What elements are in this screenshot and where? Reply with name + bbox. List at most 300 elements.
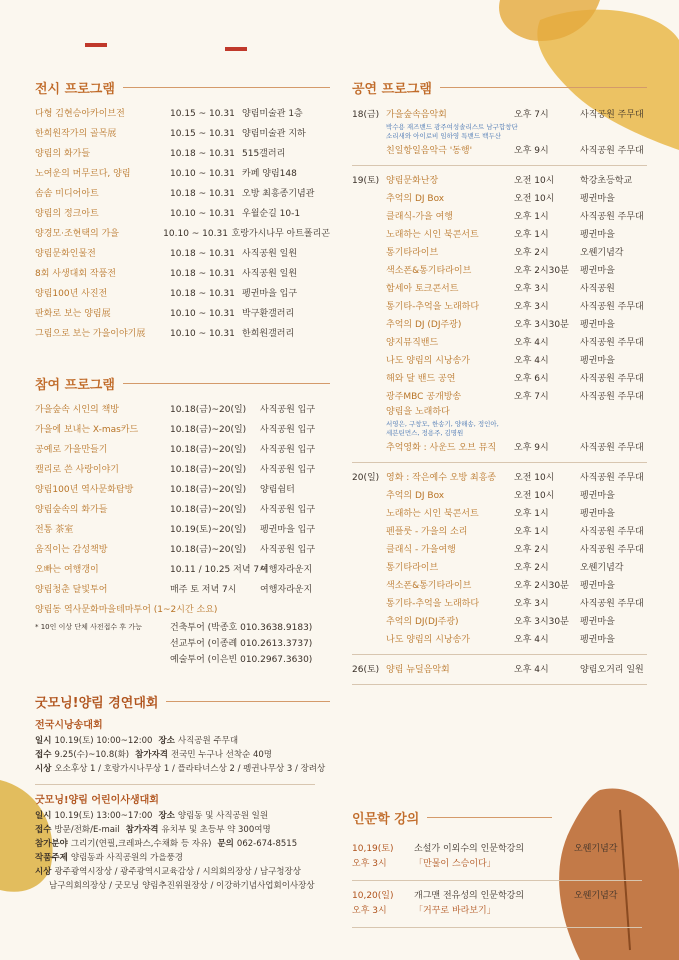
tour-note: * 10인 이상 단체 사전접수 후 가능	[35, 623, 142, 631]
performance-time: 오후 1시	[514, 212, 549, 222]
performance-place: 펭귄마을	[580, 617, 615, 627]
performance-lineup: 서영은, 구창모, 한송기, 양해송, 정인아,	[386, 420, 499, 428]
performance-place: 오웬기념각	[580, 563, 624, 573]
exhibit-row	[35, 284, 330, 304]
humanities-date: 10,20(일)	[352, 891, 394, 901]
participation-row	[35, 460, 330, 480]
contest-value: 전국민 누구나 선착순 40명	[170, 750, 273, 760]
performance-name: 양림문화난장	[386, 176, 439, 186]
tour-contacts	[170, 620, 312, 668]
exhibit-name: 양림문화인물전	[35, 249, 96, 259]
humanities-section	[352, 806, 642, 932]
exhibit-venue: 호랑가시나무 아트폴리곤	[231, 229, 330, 239]
humanities-time: 오후 3시	[352, 859, 387, 869]
performance-row	[352, 441, 647, 456]
performance-place: 펭귄마을	[580, 230, 615, 240]
exhibit-name: 8회 사생대회 작품전	[35, 269, 117, 279]
performance-row	[352, 471, 647, 486]
performance-time: 오후 2시	[514, 248, 549, 258]
performance-day-group	[352, 174, 647, 463]
performance-date	[352, 144, 386, 159]
performance-date	[352, 543, 386, 558]
performance-time: 오후 4시	[514, 338, 549, 348]
humanities-row	[352, 885, 642, 928]
performance-row	[352, 108, 647, 123]
exhibit-row	[35, 104, 330, 124]
humanities-what	[414, 889, 574, 919]
performance-time: 오후 3시	[514, 599, 549, 609]
performance-time: 오후 1시	[514, 230, 549, 240]
exhibit-name: 양림의 정크아트	[35, 209, 99, 219]
performance-place: 사직공원 주무대	[580, 545, 644, 555]
performance-row	[352, 300, 647, 315]
performance-date	[352, 390, 386, 405]
performance-day-group	[352, 471, 647, 655]
performance-time: 오후 3시30분	[514, 617, 569, 627]
performance-date	[352, 282, 386, 297]
humanities-topic: 「만물이 스승이다」	[414, 859, 496, 869]
exhibit-row	[35, 144, 330, 164]
contest-title: 굿모닝!양림 경연대회	[35, 695, 159, 711]
performance-lineup: 소리새와 아이로비 임하영 특밴드 백두산	[386, 132, 502, 140]
contest-value: 양림동과 사직공원의 가을풍경	[70, 853, 184, 863]
exhibit-name: 양경모·조현택의 가을	[35, 229, 119, 239]
exhibit-period: 10.10 ~ 10.31	[170, 169, 235, 179]
participation-row	[35, 520, 330, 540]
performance-name-2: 양림을 노래하다	[386, 407, 450, 417]
contest-label: 시상	[35, 867, 52, 877]
contest-label: 일시	[35, 736, 52, 746]
performance-row	[352, 543, 647, 558]
performance-row	[352, 354, 647, 369]
performance-time: 오후 4시	[514, 635, 549, 645]
performance-row	[352, 192, 647, 207]
participation-heading	[35, 372, 330, 394]
participation-period: 10.18(금)~20(일)	[170, 505, 247, 515]
contest-label: 작품주제	[35, 853, 68, 863]
humanities-place: 오웬기념각	[574, 844, 618, 854]
exhibit-name: 그림으로 보는 가을이야기展	[35, 329, 146, 339]
performance-time: 오전 10시	[514, 491, 555, 501]
performance-name: 나도 양림의 시낭송가	[386, 356, 470, 366]
contest-label: 접수	[35, 750, 52, 760]
performance-date	[352, 318, 386, 333]
participation-venue: 양림쉼터	[260, 485, 295, 495]
performance-row	[352, 561, 647, 576]
performance-date	[352, 579, 386, 594]
performance-name: 광주MBC 공개방송	[386, 392, 462, 402]
contest-label: 일시	[35, 811, 52, 821]
participation-period: 10.18(금)~20(일)	[170, 465, 247, 475]
exhibit-name: 양림100년 사진전	[35, 289, 108, 299]
exhibit-venue: 우월순길 10-1	[242, 209, 301, 219]
exhibit-name: 한희원작가의 골목展	[35, 129, 117, 139]
performance-date	[352, 300, 386, 315]
participation-row	[35, 580, 330, 600]
tour-contact: 선교투어 (이종례 010.2613.3737)	[170, 639, 313, 649]
contest-label: 접수	[35, 825, 52, 835]
participation-row	[35, 500, 330, 520]
participation-venue: 사직공원 입구	[260, 445, 316, 455]
performance-row	[352, 507, 647, 522]
exhibit-row	[35, 224, 330, 244]
performance-time: 오후 7시	[514, 110, 549, 120]
performance-name: 추억의 DJ(DJ주광)	[386, 617, 459, 627]
performance-name: 양림 뉴딜음악회	[386, 665, 450, 675]
exhibit-venue: 양림미술관 1층	[242, 109, 303, 119]
participation-name: 오빠는 여행갱이	[35, 565, 99, 575]
performance-row	[352, 228, 647, 243]
performance-row	[352, 174, 647, 189]
performance-date	[352, 489, 386, 504]
performance-date	[352, 561, 386, 576]
participation-row	[35, 420, 330, 440]
humanities-desc: 개그맨 전유성의 인문학강의	[414, 891, 525, 901]
performance-date	[352, 441, 386, 456]
participation-name: 움직이는 감성책방	[35, 545, 108, 555]
performance-row	[352, 633, 647, 648]
exhibit-row	[35, 184, 330, 204]
performance-place: 펭귄마을	[580, 266, 615, 276]
participation-venue: 사직공원 입구	[260, 405, 316, 415]
performance-name: 해와 달 밴드 공연	[386, 374, 456, 384]
performance-place: 사직공원 주무대	[580, 146, 644, 156]
performance-day-group	[352, 663, 647, 685]
performance-title-rule	[440, 87, 647, 88]
contest-value: 그리기(연필,크레파스,수채화 등 자유)	[70, 839, 212, 849]
humanities-when	[352, 842, 414, 872]
contest-label: 장소	[158, 736, 175, 746]
performance-time: 오후 3시30분	[514, 320, 569, 330]
participation-row	[35, 480, 330, 500]
song-contest-details	[35, 734, 330, 776]
exhibit-row	[35, 304, 330, 324]
contest-value: 양림동 및 사직공원 일원	[177, 811, 269, 821]
contest-line	[35, 734, 330, 748]
participation-venue: 사직공원 입구	[260, 425, 316, 435]
tour-block	[35, 620, 330, 668]
performance-row	[352, 210, 647, 225]
participation-title: 참여 프로그램	[35, 377, 115, 393]
performance-date-spacer	[352, 405, 386, 420]
performance-place: 펭귄마을	[580, 356, 615, 366]
humanities-title: 인문학 강의	[352, 811, 420, 827]
performance-date	[352, 525, 386, 540]
performance-date: 19(토)	[352, 176, 380, 186]
participation-venue: 여행자라운지	[260, 565, 313, 575]
performance-row	[352, 318, 647, 333]
exhibit-row	[35, 164, 330, 184]
humanities-list	[352, 838, 642, 928]
exhibit-venue: 오방 최흥종기념관	[242, 189, 315, 199]
performance-name: 친일항일음악극 '동행'	[386, 146, 473, 156]
humanities-place: 오웬기념각	[574, 891, 618, 901]
participation-name: 양림청춘 달빛투어	[35, 585, 108, 595]
participation-venue: 사직공원 입구	[260, 505, 316, 515]
exhibit-period: 10.15 ~ 10.31	[170, 109, 235, 119]
performance-row	[352, 663, 647, 678]
exhibit-venue: 한희원갤러리	[242, 329, 295, 339]
performance-date	[352, 633, 386, 648]
participation-row	[35, 560, 330, 580]
performance-date	[352, 336, 386, 351]
contest-line	[35, 762, 330, 776]
performance-time: 오후 9시	[514, 443, 549, 453]
performance-row	[352, 615, 647, 630]
performance-name: 추억의 DJ Box	[386, 491, 445, 501]
participation-period: 10.18(금)~20(일)	[170, 485, 247, 495]
heritage-tour-row	[35, 600, 330, 620]
performance-name: 가을숲속음악회	[386, 110, 447, 120]
performance-name: 추억의 DJ (DJ주광)	[386, 320, 462, 330]
performance-row	[352, 144, 647, 159]
performance-place: 사직공원 주무대	[580, 374, 644, 384]
humanities-title-rule	[427, 817, 552, 818]
tour-contact: 건축투어 (박종호 010.3638.9183)	[170, 623, 313, 633]
exhibit-name: 양림의 화가들	[35, 149, 91, 159]
performance-row	[352, 264, 647, 279]
exhibit-list	[35, 104, 330, 344]
performance-time: 오후 3시	[514, 284, 549, 294]
contest-line	[35, 879, 330, 893]
exhibit-period: 10.18 ~ 10.31	[170, 249, 235, 259]
performance-place: 양림오거리 일원	[580, 665, 644, 675]
small-branch-icon	[85, 35, 255, 60]
exhibit-row	[35, 264, 330, 284]
exhibit-row	[35, 324, 330, 344]
participation-name: 가을숲속 시인의 책방	[35, 405, 119, 415]
contest-label: 시상	[35, 764, 52, 774]
performance-time: 오후 9시	[514, 146, 549, 156]
exhibit-venue: 카페 양림148	[242, 169, 297, 179]
humanities-when	[352, 889, 414, 919]
exhibit-row	[35, 244, 330, 264]
performance-place: 펭귄마을	[580, 509, 615, 519]
performance-place: 펭귄마을	[580, 491, 615, 501]
performance-time: 오후 2시	[514, 545, 549, 555]
humanities-what	[414, 842, 574, 872]
performance-name: 추억영화 : 사운드 오브 뮤직	[386, 443, 497, 453]
participation-name: 양림숲속의 화가들	[35, 505, 108, 515]
performance-time: 오전 10시	[514, 176, 555, 186]
exhibit-venue: 515갤러리	[242, 149, 286, 159]
contest-value: 10.19(토) 10:00~12:00	[54, 736, 153, 746]
performance-date	[352, 354, 386, 369]
humanities-desc: 소설가 이외수의 인문학강의	[414, 844, 525, 854]
exhibit-title-rule	[123, 87, 330, 88]
exhibit-period: 10.18 ~ 10.31	[170, 149, 235, 159]
performance-place: 사직공원 주무대	[580, 599, 644, 609]
participation-venue: 여행자라운지	[260, 585, 313, 595]
performance-place: 펭귄마을	[580, 320, 615, 330]
performance-time: 오후 1시	[514, 509, 549, 519]
performance-date	[352, 597, 386, 612]
performance-time: 오후 2시	[514, 563, 549, 573]
participation-period: 10.18(금)~20(일)	[170, 545, 247, 555]
performance-name: 통기타라이브	[386, 563, 439, 573]
participation-period: 10.11 / 10.25 저녁 7시	[170, 565, 268, 575]
performance-name: 클래식-가을 여행	[386, 212, 453, 222]
performance-lineup: 박수용 재즈밴드 광주여성솔리스트 남구합창단	[386, 123, 518, 131]
participation-list	[35, 400, 330, 600]
performance-time: 오후 2시30분	[514, 581, 569, 591]
participation-period: 10.18(금)~20(일)	[170, 405, 247, 415]
contest-label: 장소	[158, 811, 175, 821]
performance-date	[352, 372, 386, 387]
participation-name: 가을에 보내는 X-mas카드	[35, 425, 139, 435]
exhibit-title: 전시 프로그램	[35, 81, 115, 97]
performance-day-group	[352, 108, 647, 166]
participation-section	[35, 372, 330, 668]
contest-value: 062-674-8515	[236, 839, 298, 849]
performance-time: 오후 2시30분	[514, 266, 569, 276]
contest-value: 10.19(토) 13:00~17:00	[54, 811, 153, 821]
performance-name: 양지뮤직밴드	[386, 338, 439, 348]
exhibit-row	[35, 204, 330, 224]
contest-section	[35, 690, 330, 893]
performance-date: 18(금)	[352, 110, 380, 120]
performance-name: 통기타-추억을 노래하다	[386, 302, 480, 312]
contest-value: 9.25(수)~10.8(화)	[54, 750, 130, 760]
exhibit-row	[35, 124, 330, 144]
performance-list	[352, 108, 647, 685]
participation-venue: 사직공원 입구	[260, 545, 316, 555]
performance-row	[352, 579, 647, 594]
performance-time: 오후 7시	[514, 392, 549, 402]
exhibit-venue: 양림미술관 지하	[242, 129, 306, 139]
contest-line	[35, 837, 330, 851]
performance-row	[352, 597, 647, 612]
performance-name: 색소폰&통기타라이브	[386, 266, 472, 276]
performance-date	[352, 507, 386, 522]
contest-heading	[35, 690, 330, 712]
performance-time: 오전 10시	[514, 473, 555, 483]
performance-row	[352, 372, 647, 387]
song-contest-title: 전국시낭송대회	[35, 720, 103, 731]
heritage-tour-label: 양림동 역사문화마을테마투어 (1~2시간 소요)	[35, 605, 218, 615]
exhibit-section	[35, 76, 330, 344]
performance-row	[352, 390, 647, 405]
exhibit-period: 10.18 ~ 10.31	[170, 289, 235, 299]
performance-time: 오후 6시	[514, 374, 549, 384]
performance-name: 펜플룻 - 가을의 소리	[386, 527, 468, 537]
participation-row	[35, 440, 330, 460]
contest-line	[35, 865, 330, 879]
contest-value: 사직공원 주무대	[177, 736, 239, 746]
performance-place: 학강초등학교	[580, 176, 633, 186]
performance-name: 통기타라이브	[386, 248, 439, 258]
performance-place: 사직공원	[580, 284, 615, 294]
performance-name: 클래식 - 가을여행	[386, 545, 456, 555]
participation-name: 공예로 가을만들기	[35, 445, 108, 455]
performance-date: 26(토)	[352, 665, 380, 675]
performance-place: 사직공원 주무대	[580, 338, 644, 348]
performance-date	[352, 615, 386, 630]
participation-period: 10.18(금)~20(일)	[170, 445, 247, 455]
contest-value: 유치부 및 초등부 약 300여명	[161, 825, 271, 835]
performance-date	[352, 210, 386, 225]
performance-date	[352, 228, 386, 243]
contest-line	[35, 748, 330, 762]
humanities-time: 오후 3시	[352, 906, 387, 916]
contest-line	[35, 851, 330, 865]
participation-name: 양림100년 역사문화탐방	[35, 485, 134, 495]
contest-divider	[35, 784, 315, 785]
contest-value: 오소후상 1 / 호랑가시나무상 1 / 플라타너스상 2 / 펭귄나무상 3 / 장려상	[54, 764, 326, 774]
performance-time: 오후 1시	[514, 527, 549, 537]
exhibit-venue: 사직공원 일원	[242, 249, 298, 259]
performance-lineup: 세븐틴먼스, 정용주, 김명원	[386, 429, 464, 437]
performance-place: 사직공원 주무대	[580, 527, 644, 537]
participation-title-rule	[123, 383, 330, 384]
performance-place: 사직공원 주무대	[580, 110, 644, 120]
exhibit-period: 10.15 ~ 10.31	[170, 129, 235, 139]
contest-value: 광주광역시장상 / 광주광역시교육감상 / 시의회의장상 / 남구청장상	[54, 867, 301, 877]
participation-row	[35, 400, 330, 420]
exhibit-name: 솜솜 미디어아트	[35, 189, 99, 199]
participation-row	[35, 540, 330, 560]
performance-row	[352, 246, 647, 261]
performance-time: 오후 4시	[514, 665, 549, 675]
performance-time: 오후 3시	[514, 302, 549, 312]
exhibit-period: 10.10 ~ 10.31	[170, 209, 235, 219]
humanities-heading	[352, 806, 552, 828]
performance-place: 펭귄마을	[580, 194, 615, 204]
humanities-topic: 「거꾸로 바라보기」	[414, 906, 496, 916]
participation-venue: 펭귄마을 입구	[260, 525, 316, 535]
exhibit-venue: 펭귄마을 입구	[242, 289, 298, 299]
performance-place: 펭귄마을	[580, 635, 615, 645]
performance-row	[352, 525, 647, 540]
exhibit-period: 10.18 ~ 10.31	[170, 269, 235, 279]
performance-name: 영화 : 작은예수 오방 최흥종	[386, 473, 497, 483]
performance-place: 사직공원 주무대	[580, 302, 644, 312]
exhibit-venue: 사직공원 일원	[242, 269, 298, 279]
performance-row	[352, 282, 647, 297]
performance-row-cont	[352, 405, 647, 420]
exhibit-period: 10.10 ~ 10.31	[170, 309, 235, 319]
kids-contest-title: 굿모닝!양림 어린이사생대회	[35, 795, 159, 806]
contest-title-rule	[166, 701, 330, 702]
contest-value: 방문/전화/E-mail	[54, 825, 120, 835]
exhibit-venue: 박구환갤러리	[242, 309, 295, 319]
participation-period: 매주 토 저녁 7시	[170, 585, 237, 595]
performance-date: 20(일)	[352, 473, 380, 483]
performance-date	[352, 246, 386, 261]
contest-value: 남구의회의장상 / 굿모닝 양림추진위원장상 / 이강하기념사업회이사장상	[49, 881, 315, 891]
performance-date	[352, 192, 386, 207]
participation-name: 캘리로 쓴 사랑이야기	[35, 465, 119, 475]
performance-place: 펭귄마을	[580, 581, 615, 591]
contest-line	[35, 823, 330, 837]
performance-name: 나도 양림의 시낭송가	[386, 635, 470, 645]
exhibit-name: 판화로 보는 양림展	[35, 309, 111, 319]
performance-name: 노래하는 시인 북콘서트	[386, 509, 479, 519]
performance-heading	[352, 76, 647, 98]
performance-name: 함세아 토크콘서트	[386, 284, 459, 294]
contest-label: 참가분야	[35, 839, 68, 849]
contest-line	[35, 809, 330, 823]
exhibit-name: 노여운의 머무르다, 양림	[35, 169, 131, 179]
kids-contest-details	[35, 809, 330, 893]
contest-label: 참가자격	[135, 750, 168, 760]
performance-title: 공연 프로그램	[352, 81, 432, 97]
contest-label: 참가자격	[125, 825, 159, 835]
exhibit-heading	[35, 76, 330, 98]
performance-place: 오웬기념각	[580, 248, 624, 258]
exhibit-name: 다형 김현승아카이브전	[35, 109, 125, 119]
performance-row	[352, 336, 647, 351]
